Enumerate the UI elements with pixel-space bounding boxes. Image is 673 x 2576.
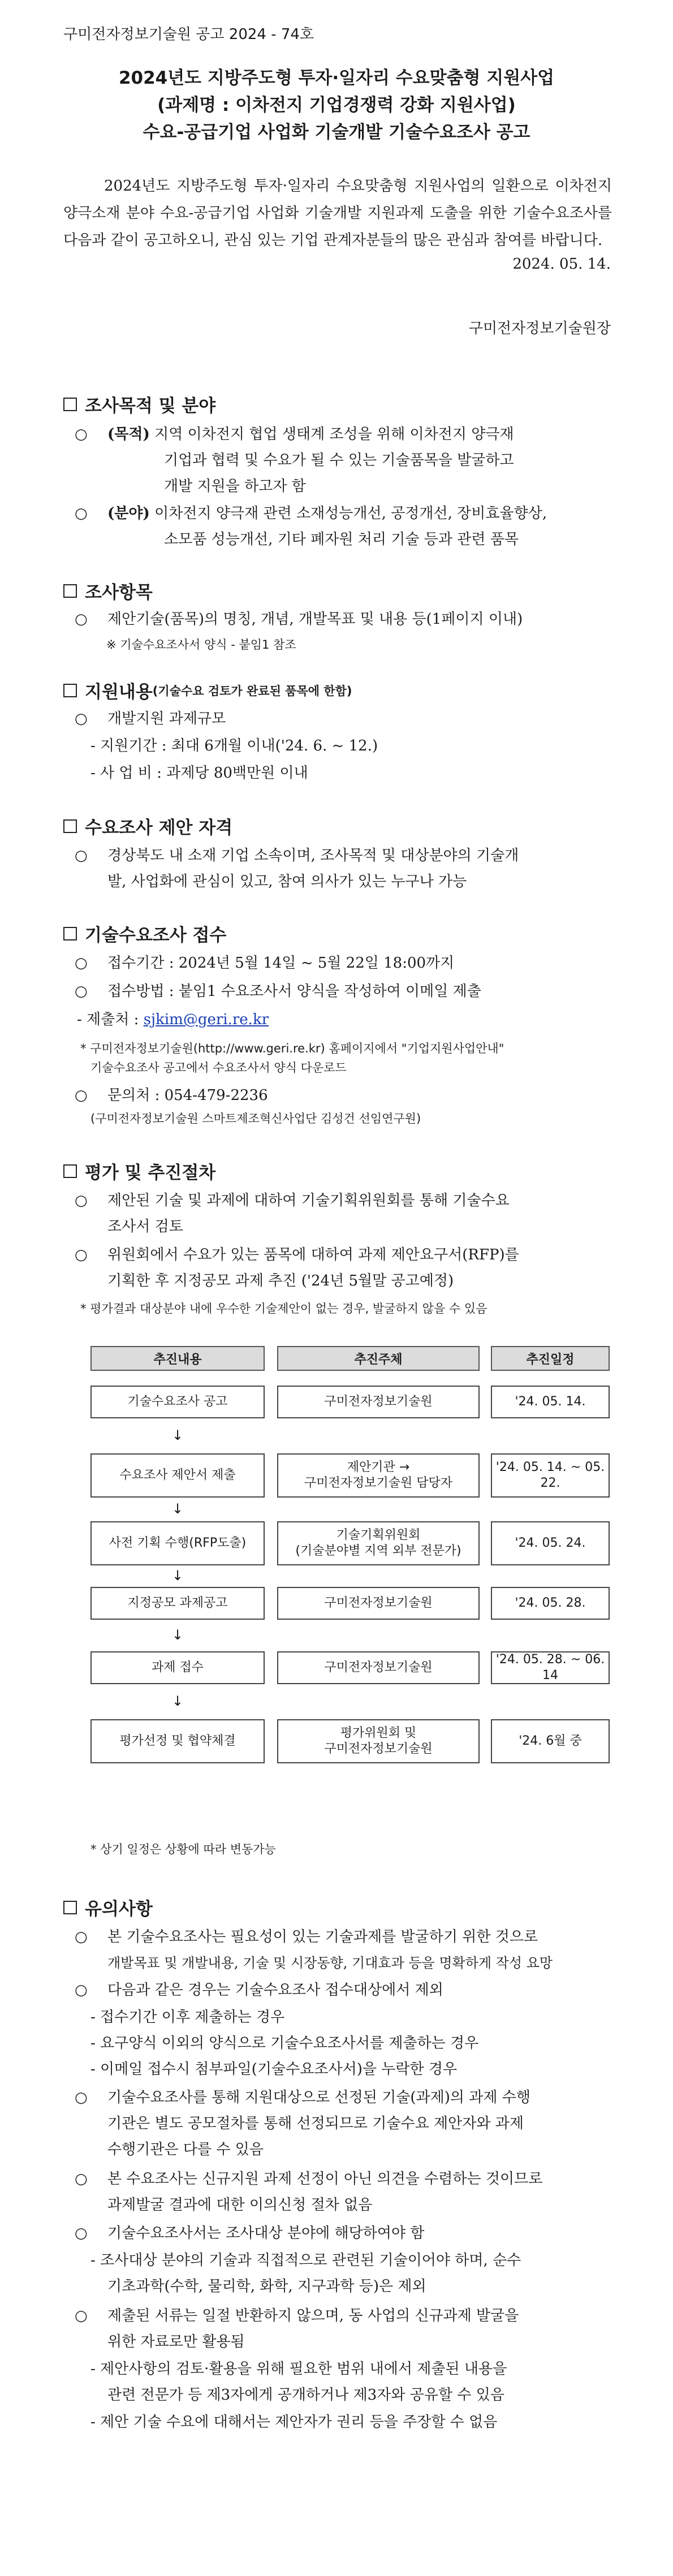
section-title-text: 기술수요조사 접수 [85,925,227,946]
circle-bullet-icon: ○ [75,2307,88,2324]
circle-bullet-icon: ○ [75,710,88,727]
table-header-schedule: 추진일정 [491,1346,610,1371]
circle-bullet-icon: ○ [75,2089,88,2106]
download-text-2: 기술수요조사 공고에서 수요조사서 양식 다운로드 [90,1061,347,1075]
caution-item-4 [75,2166,542,2192]
circle-bullet-icon: ○ [75,611,88,628]
circle-bullet-icon: ○ [75,1087,88,1104]
checkbox-square-icon [63,398,77,411]
evaluation-text-1: 제안된 기술 및 과제에 대하여 기술기획위원회를 통해 기술수요 [107,1192,510,1209]
field-item [75,500,606,527]
notice-number: 구미전자정보기술원 공고 2024 - 74호 [63,26,314,43]
submission-period-text: 접수기간 : 2024년 5월 14일 ~ 5월 22일 18:00까지 [107,955,455,972]
contact-item [75,1082,268,1108]
table-cell-content: 사전 기획 수행(RFP도출) [90,1521,265,1565]
caution-text-4b: 과제발굴 결과에 대한 이의신청 절차 없음 [107,2197,373,2213]
circle-bullet-icon: ○ [75,1928,88,1945]
title-line-3: 수요-공급기업 사업화 기술개발 기술수요조사 공고 [143,122,530,143]
title-line-1: 2024년도 지방주도형 투자·일자리 수요맞춤형 지원사업 [118,68,555,88]
field-text-1: 이차전지 양극재 관련 소재성능개선, 공정개선, 장비효율향상, [154,505,547,522]
purpose-item [75,421,606,447]
circle-bullet-icon: ○ [75,1982,88,1999]
evaluation-item-1 [75,1188,510,1214]
circle-bullet-icon: ○ [75,1246,88,1263]
table-cell-actor: 구미전자정보기술원 [277,1651,480,1684]
section-title-text: 조사목적 및 분야 [85,396,216,416]
items-note: ※ 기술수요조사서 양식 - 붙임1 참조 [106,638,296,651]
table-cell-actor: 기술기획위원회 (기술분야별 지역 외부 전문가) [277,1521,480,1565]
notice-date: 2024. 05. 14. [512,256,611,273]
table-cell-actor: 구미전자정보기술원 [277,1587,480,1620]
table-cell-actor: 평가위원회 및 구미전자정보기술원 [277,1719,480,1763]
table-cell-schedule: '24. 05. 14. [491,1386,610,1418]
table-header-content: 추진내용 [90,1346,265,1371]
caution-6-sub-2: - 제안 기술 수요에 대해서는 제안자가 권리 등을 주장할 수 없음 [90,2414,498,2431]
eligibility-text-1: 경상북도 내 소재 기업 소속이며, 조사목적 및 대상분야의 기술개 [107,847,519,864]
eligibility-text-2: 발, 사업화에 관심이 있고, 참여 의사가 있는 누구나 가능 [107,873,467,890]
section-title-items [63,578,153,603]
evaluation-note: * 평가결과 대상분야 내에 우수한 기술제안이 없는 경우, 발굴하지 않을 수 있음 [80,1302,488,1315]
table-cell-actor: 구미전자정보기술원 [277,1386,480,1418]
checkbox-square-icon [63,684,77,697]
caution-5-sub-1b: 기초과학(수학, 물리학, 화학, 지구과학 등)은 제외 [107,2278,426,2295]
section-title-text: 조사항목 [85,582,153,603]
section-title-cautions [63,1895,153,1920]
email-label: - 제출처 : [77,1011,139,1028]
section-title-purpose [63,391,215,417]
evaluation-text-1b: 조사서 검토 [107,1218,183,1235]
submission-method-text: 접수방법 : 붙임1 수요조사서 양식을 작성하여 이메일 제출 [107,983,481,1000]
circle-bullet-icon: ○ [75,2171,88,2187]
section-title-evaluation [63,1158,215,1184]
checkbox-square-icon [63,584,77,598]
arrow-down-icon: ↓ [172,1693,184,1709]
asterisk-icon: * [80,1042,87,1055]
items-text: 제안기술(품목)의 명칭, 개념, 개발목표 및 내용 등(1페이지 이내) [107,611,523,628]
checkbox-square-icon [63,927,77,940]
section-title-subtext: (기술수요 검토가 완료된 품목에 한함) [152,684,352,698]
caution-2-sub-1: - 접수기간 이후 제출하는 경우 [90,2009,285,2026]
caution-text-6: 제출된 서류는 일절 반환하지 않으며, 동 사업의 신규과제 발굴을 [107,2307,519,2324]
section-title-submission [63,921,226,946]
circle-bullet-icon: ○ [75,983,88,1000]
circle-bullet-icon: ○ [75,505,88,522]
caution-6-sub-1b: 관련 전문가 등 제3자에게 공개하거나 제3자와 공유할 수 있음 [107,2387,504,2404]
evaluation-text-2: 위원회에서 수요가 있는 품목에 대하여 과제 제안요구서(RFP)를 [107,1246,519,1263]
contact-subtext: (구미전자정보기술원 스마트제조혁신사업단 김성건 선임연구원) [90,1112,421,1125]
issuer-name: 구미전자정보기술원장 [468,320,611,337]
arrow-down-icon: ↓ [172,1427,184,1443]
purpose-text-3: 개발 지원을 하고자 함 [164,478,306,495]
section-title-eligibility [63,813,232,839]
caution-text-1: 본 기술수요조사는 필요성이 있는 기술과제를 발굴하기 위한 것으로 [107,1928,538,1945]
title-line-2: (과제명 : 이차전지 기업경쟁력 강화 지원사업) [157,95,516,115]
support-budget: - 사 업 비 : 과제당 80백만원 이내 [90,765,308,782]
caution-5-sub-1: - 조사대상 분야의 기술과 직접적으로 관련된 기술이어야 하며, 순수 [90,2252,521,2269]
purpose-text-2: 기업과 협력 및 수요가 될 수 있는 기술품목을 발굴하고 [164,452,514,469]
section-title-text: 유의사항 [85,1899,153,1919]
field-tag: (분야) [107,505,150,522]
caution-item-6 [75,2303,519,2329]
email-link[interactable]: sjkim@geri.re.kr [143,1011,269,1028]
caution-text-2: 다음과 같은 경우는 기술수요조사 접수대상에서 제외 [107,1982,443,1999]
caution-item-3 [75,2085,530,2111]
caution-6-sub-1: - 제안사항의 검토·활용을 위해 필요한 범위 내에서 제출된 내용을 [90,2361,507,2377]
caution-text-3c: 수행기관은 다를 수 있음 [107,2141,264,2158]
section-title-text: 수요조사 제안 자격 [85,818,233,838]
contact-text: 문의처 : 054-479-2236 [107,1087,268,1104]
circle-bullet-icon: ○ [75,847,88,864]
table-cell-content: 평가선정 및 협약체결 [90,1719,265,1763]
download-note-1 [80,1039,504,1056]
table-cell-content: 수요조사 제안서 제출 [90,1453,265,1498]
table-cell-schedule: '24. 05. 28. ~ 06. 14 [491,1651,610,1684]
caution-2-sub-2: - 요구양식 이외의 양식으로 기술수요조사서를 제출하는 경우 [90,2035,479,2052]
eligibility-item [75,843,519,869]
table-note: * 상기 일정은 상황에 따라 변동가능 [90,1843,276,1856]
purpose-tag: (목적) [107,426,150,443]
intro-paragraph: 2024년도 지방주도형 투자·일자리 수요맞춤형 지원사업의 일환으로 이차전지 양극소재 분야 수요-공급기업 사업화 기술개발 지원과제 도출을 위한 기술수요조사를 다음과 같이 공고하오니, 관심 있는 기업 관계자분들의 많은 관심과 참여를 바랍니다. [63,178,612,249]
submission-period [75,950,454,976]
caution-text-3: 기술수요조사를 통해 지원대상으로 선정된 기술(과제)의 과제 수행 [107,2089,531,2106]
checkbox-square-icon [63,1164,77,1178]
download-text-1: 구미전자정보기술원(http://www.geri.re.kr) 홈페이지에서 "기업지원사업안내" [90,1042,504,1055]
table-header-actor: 추진주체 [277,1346,480,1371]
support-text: 개발지원 과제규모 [107,710,226,727]
circle-bullet-icon: ○ [75,2225,88,2242]
table-cell-content: 과제 접수 [90,1651,265,1684]
arrow-down-icon: ↓ [172,1627,184,1643]
caution-text-4: 본 수요조사는 신규지원 과제 선정이 아닌 의견을 수렴하는 것이므로 [107,2171,543,2187]
evaluation-item-2 [75,1242,519,1268]
caution-2-sub-3: - 이메일 접수시 첨부파일(기술수요조사서)을 누락한 경우 [90,2061,458,2078]
caution-text-1b: 개발목표 및 개발내용, 기술 및 시장동향, 기대효과 등을 명확하게 작성 요망 [107,1955,553,1971]
support-item-1 [75,706,226,732]
evaluation-text-2b: 기획한 후 지정공모 과제 추진 ('24년 5월말 공고예정) [107,1272,454,1289]
caution-item-1 [75,1924,538,1950]
table-cell-schedule: '24. 05. 14. ~ 05. 22. [491,1453,610,1498]
checkbox-square-icon [63,1901,77,1914]
caution-text-6b: 위한 자료로만 활용됨 [107,2333,245,2350]
table-cell-actor: 제안기관 → 구미전자정보기술원 담당자 [277,1453,480,1498]
section-title-support [63,678,352,703]
table-cell-schedule: '24. 05. 28. [491,1587,610,1620]
circle-bullet-icon: ○ [75,426,88,443]
table-cell-content: 기술수요조사 공고 [90,1386,265,1418]
checkbox-square-icon [63,819,77,833]
caution-text-3b: 기관은 별도 공모절차를 통해 선정되므로 기술수요 제안자와 과제 [107,2115,524,2132]
caution-text-5: 기술수요조사서는 조사대상 분야에 해당하여야 함 [107,2225,425,2242]
table-cell-content: 지정공모 과제공고 [90,1587,265,1620]
arrow-down-icon: ↓ [172,1501,184,1517]
circle-bullet-icon: ○ [75,955,88,972]
caution-item-2 [75,1977,443,2003]
table-cell-schedule: '24. 05. 24. [491,1521,610,1565]
submission-method [75,978,481,1004]
items-item-1 [75,606,523,632]
section-title-text: 평가 및 추진절차 [85,1163,216,1183]
arrow-down-icon: ↓ [172,1568,184,1583]
submission-email-row [77,1007,269,1033]
section-title-text: 지원내용 [85,682,153,702]
field-text-2: 소모품 성능개선, 기타 폐자원 처리 기술 등과 관련 품목 [164,531,519,548]
purpose-text-1: 지역 이차전지 협업 생태계 조성을 위해 이차전지 양극재 [154,426,514,443]
caution-item-5 [75,2220,425,2246]
support-period: - 지원기간 : 최대 6개월 이내('24. 6. ~ 12.) [90,737,378,754]
table-cell-schedule: '24. 6월 중 [491,1719,610,1763]
circle-bullet-icon: ○ [75,1192,88,1209]
